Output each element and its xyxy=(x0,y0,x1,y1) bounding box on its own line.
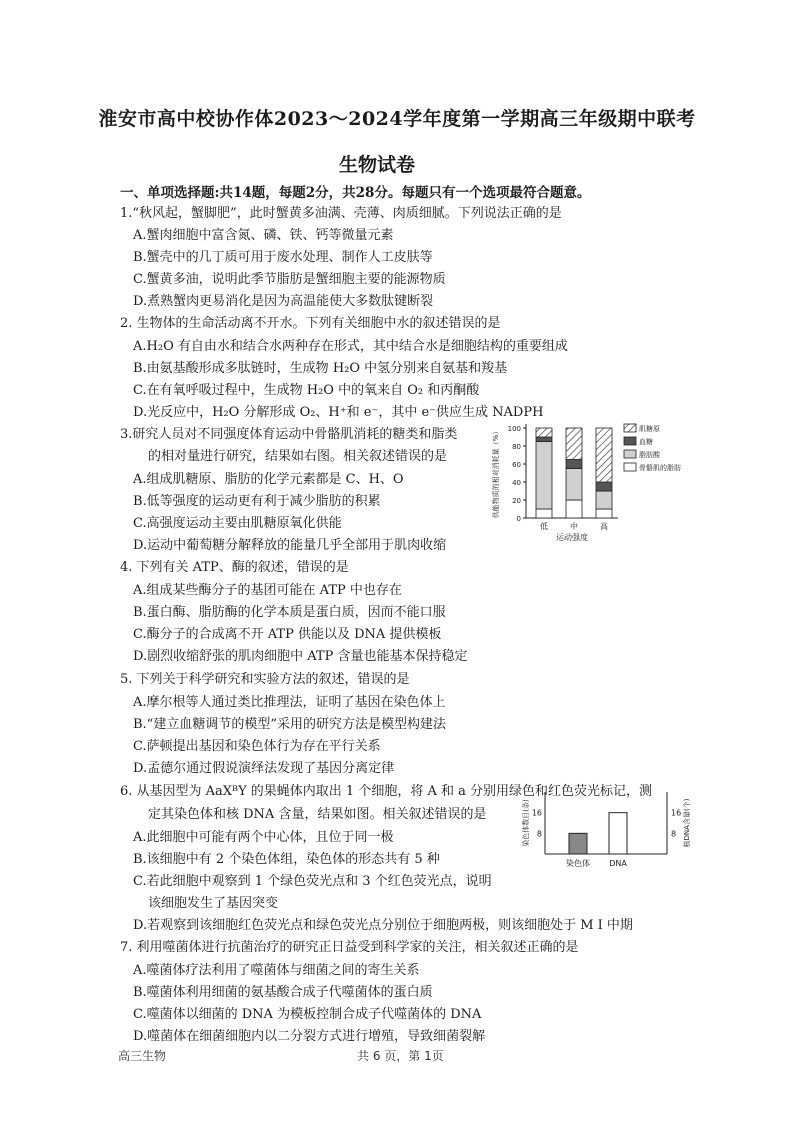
bar-0-2 xyxy=(536,437,552,442)
bar-0-3 xyxy=(536,428,552,437)
question-3-cont: 的相对量进行研究，结果如右图。相关叙述错误的是 xyxy=(148,449,448,464)
x-tick-label: DNA xyxy=(609,859,627,868)
q7-option-b: B.噬菌体利用细菌的氨基酸合成子代噬菌体的蛋白质 xyxy=(133,985,433,1000)
q2-option-d: D.光反应中，H₂O 分解形成 O₂、H⁺和 e⁻，其中 e⁻供应生成 NADPH xyxy=(133,405,544,420)
bar-0-0 xyxy=(536,509,552,518)
bar-DNA xyxy=(609,813,627,854)
q3-option-c: C.高强度运动主要由肌糖原氧化供能 xyxy=(133,516,342,531)
q5-option-a: A.摩尔根等人通过类比推理法，证明了基因在染色体上 xyxy=(133,695,446,710)
q1-option-b: B.蟹壳中的几丁质可用于废水处理、制作人工皮肤等 xyxy=(133,250,433,265)
q6-option-c: C.若此细胞中观察到 1 个绿色荧光点和 3 个红色荧光点，说明 xyxy=(133,874,492,889)
bar-1-0 xyxy=(566,500,582,518)
legend-swatch xyxy=(624,463,636,471)
footer-subject: 高三生物 xyxy=(118,1049,167,1063)
x-axis-label: 运动强度 xyxy=(556,533,588,542)
q4-option-c: C.酶分子的合成离不开 ATP 供能以及 DNA 提供模板 xyxy=(133,627,442,642)
q6-option-d: D.若观察到该细胞红色荧光点和绿色荧光点分别位于细胞两极，则该细胞处于 M Ⅰ 中期 xyxy=(133,918,633,933)
bar-2-2 xyxy=(596,482,612,491)
q2-option-b: B.由氨基酸形成多肽链时，生成物 H₂O 中氢分别来自氨基和羧基 xyxy=(133,361,508,376)
y-tick-label: 80 xyxy=(512,443,521,451)
x-tick-label: 低 xyxy=(540,522,548,531)
q1-option-c: C.蟹黄多油，说明此季节脂肪是蟹细胞主要的能源物质 xyxy=(133,272,446,287)
right-tick-label: 8 xyxy=(671,829,677,839)
q4-option-b: B.蛋白酶、脂肪酶的化学本质是蛋白质，因而不能口服 xyxy=(133,605,446,620)
q2-option-c: C.在有氧呼吸过程中，生成物 H₂O 中的氧来自 O₂ 和丙酮酸 xyxy=(133,383,480,398)
x-tick-label: 高 xyxy=(600,522,608,531)
question-6: 6. 从基因型为 AaXᴮY 的果蝇体内取出 1 个细胞，将 A 和 a 分别用绿色和红色荧光标记，测 xyxy=(120,784,652,799)
q2-option-a: A.H₂O 有自由水和结合水两种存在形式，其中结合水是细胞结构的重要组成 xyxy=(133,339,568,354)
q7-option-d: D.噬菌体在细菌细胞内以二分裂方式进行增殖，导致细菌裂解 xyxy=(133,1029,486,1044)
right-tick-label: 16 xyxy=(671,808,682,818)
q6-option-b: B.该细胞中有 2 个染色体组，染色体的形态共有 5 种 xyxy=(133,852,440,867)
bar-1-3 xyxy=(566,428,582,460)
q3-option-a: A.组成肌糖原、脂肪的化学元素都是 C、H、O xyxy=(133,472,404,487)
y-tick-label: 100 xyxy=(507,425,521,433)
question-6-cont: 定其染色体和核 DNA 含量，结果如图。相关叙述错误的是 xyxy=(148,807,487,822)
q5-option-b: B.“建立血糖调节的模型”采用的研究方法是模型构建法 xyxy=(133,717,446,732)
question-3: 3.研究人员对不同强度体育运动中骨骼肌消耗的糖类和脂类 xyxy=(120,427,458,442)
q3-option-d: D.运动中葡萄糖分解释放的能量几乎全部用于肌肉收缩 xyxy=(133,538,447,553)
y-tick-label: 40 xyxy=(512,479,521,487)
bar-2-0 xyxy=(596,509,612,518)
q6-option-a: A.此细胞中可能有两个中心体，且位于同一极 xyxy=(133,830,394,845)
q1-option-d: D.煮熟蟹肉更易消化是因为高温能使大多数肽键断裂 xyxy=(133,294,434,309)
q4-option-a: A.组成某些酶分子的基团可能在 ATP 中也存在 xyxy=(133,583,402,598)
left-axis-label: 染色体数目(条) xyxy=(522,799,530,847)
bar-1-2 xyxy=(566,460,582,469)
energy-consumption-chart xyxy=(490,414,690,544)
q7-option-c: C.噬菌体以细菌的 DNA 为模板控制合成子代噬菌体的 DNA xyxy=(133,1007,482,1022)
legend-swatch xyxy=(624,450,636,458)
q4-option-d: D.剧烈收缩舒张的肌肉细胞中 ATP 含量也能基本保持稳定 xyxy=(133,649,468,664)
question-2: 2. 生物体的生命活动离不开水。下列有关细胞中水的叙述错误的是 xyxy=(120,316,501,331)
legend-label: 肌糖原 xyxy=(639,425,660,433)
q1-option-a: A.蟹肉细胞中富含氮、磷、铁、钙等微量元素 xyxy=(133,228,394,243)
y-tick-label: 0 xyxy=(516,515,521,523)
x-tick-label: 染色体 xyxy=(566,859,590,868)
y-tick-label: 20 xyxy=(512,497,521,505)
footer-page-number: 共 6 页，第 1页 xyxy=(357,1049,444,1063)
chromosome-dna-chart xyxy=(519,788,699,876)
question-4: 4. 下列有关 ATP、酶的叙述，错误的是 xyxy=(120,560,349,575)
y-axis-label: 供能物质的相对消耗量（%） xyxy=(492,427,500,519)
question-1: 1.“秋风起，蟹脚肥”，此时蟹黄多油满、壳薄、肉质细腻。下列说法正确的是 xyxy=(120,206,562,221)
bar-2-3 xyxy=(596,428,612,482)
question-5: 5. 下列关于科学研究和实验方法的叙述，错误的是 xyxy=(120,672,410,687)
question-7: 7. 利用噬菌体进行抗菌治疗的研究正日益受到科学家的关注，相关叙述正确的是 xyxy=(120,940,579,955)
section-heading: 一、单项选择题:共14题，每题2分，共28分。每题只有一个选项最符合题意。 xyxy=(120,185,591,201)
legend-label: 骨骼肌的脂肪 xyxy=(639,464,681,472)
legend-swatch xyxy=(624,437,636,445)
bar-染色体 xyxy=(569,833,587,854)
bar-2-1 xyxy=(596,491,612,509)
legend-label: 血糖 xyxy=(639,438,653,446)
legend-label: 脂肪酸 xyxy=(639,451,660,459)
legend-swatch xyxy=(624,424,636,432)
x-tick-label: 中 xyxy=(570,522,578,531)
left-tick-label: 8 xyxy=(536,829,542,839)
bar-1-1 xyxy=(566,469,582,501)
right-axis-label: 核DNA含量(个) xyxy=(683,798,691,848)
exam-subject: 生物试卷 xyxy=(338,154,415,176)
q5-option-c: C.萨顿提出基因和染色体行为存在平行关系 xyxy=(133,739,381,754)
left-tick-label: 16 xyxy=(531,808,542,818)
exam-title: 淮安市高中校协作体2023～2024学年度第一学期高三年级期中联考 xyxy=(98,108,696,130)
q3-option-b: B.低等强度的运动更有利于减少脂肪的积累 xyxy=(133,494,381,509)
q5-option-d: D.孟德尔通过假说演绎法发现了基因分离定律 xyxy=(133,761,395,776)
q7-option-a: A.噬菌体疗法利用了噬菌体与细菌之间的寄生关系 xyxy=(133,963,420,978)
y-tick-label: 60 xyxy=(512,461,521,469)
q6-option-c-cont: 该细胞发生了基因突变 xyxy=(148,896,279,911)
bar-0-1 xyxy=(536,442,552,510)
